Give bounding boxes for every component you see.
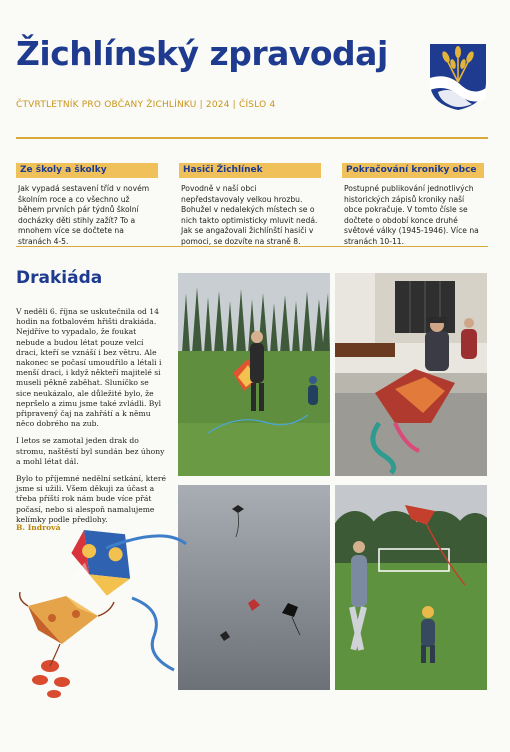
news-box-school <box>16 163 158 248</box>
photo-kite-house <box>335 273 487 476</box>
news-heading: Hasiči Žichlínek <box>179 163 321 178</box>
page-title: Žichlínský zpravodaj <box>16 34 388 73</box>
news-heading: Ze školy a školky <box>16 163 158 178</box>
article-body <box>16 307 166 532</box>
photo-kite-field <box>178 273 330 476</box>
article-title: Drakiáda <box>16 268 103 288</box>
news-heading: Pokračování kroniky obce <box>342 163 484 178</box>
article-paragraph: I letos se zamotal jeden drak do stromu, naštěstí byl sundán bez úhony a mohl létat dál. <box>16 436 165 466</box>
article-author: B. Indrová <box>16 523 61 532</box>
crest-icon <box>428 42 488 112</box>
news-box-firefighters <box>179 163 321 248</box>
article-paragraph: V neděli 6. října se uskutečnila od 14 hodin na fotbalovém hřišti drakiáda. Nejdříve to vypadalo, že foukat nebude a budou létat pouze velcí draci, kteří se vznáší i bez větru. Ale nakonec se počasí umoudřilo a létali i menší draci, i když někteří majitelé si museli pěkně zaběhat. Sluníčko se sice neukázalo, ale důležité bylo, že nepršelo a zimu jsme také zvládli. Byl připravený čaj na zahřátí a k němu něco dobrého na zub. <box>16 307 162 429</box>
photo-family-kite <box>335 485 487 690</box>
article-paragraph: Bylo to příjemné nedělní setkání, které jsme si užili. Všem děkuji za účast a třeba příští rok nám bude více přát počasí, nebo si alespoň namalujeme kelímky podle předlohy. <box>16 474 166 524</box>
page-subtitle: ČTVRTLETNÍK PRO OBČANY ŽICHLÍNKU | 2024 | ČÍSLO 4 <box>16 100 276 110</box>
news-box-chronicle <box>342 163 484 248</box>
section-divider <box>16 246 488 247</box>
header-divider <box>16 137 488 139</box>
kite-illustration <box>14 520 204 700</box>
news-text: Jak vypadá sestavení tříd v novém školním roce a co všechno už během prvních pár týdnů školní docházky děti stihly zažít? To a mnohem více se dočtete na stranách 4-5. <box>18 184 150 246</box>
news-text: Povodně v naší obci nepředstavovaly velkou hrozbu. Bohužel v nedalekých místech se o nich takto optimisticky mluvit nedá. Jak se angažovali žichlínští hasiči v pomoci, se dozvíte na straně 8. <box>181 184 318 246</box>
news-text: Postupné publikování jednotlivých historických zápisů kroniky naší obce pokračuje. V tomto čísle se dočtete o období konce druhé světové války (1945-1946). Více na stranách 10-11. <box>344 184 479 246</box>
